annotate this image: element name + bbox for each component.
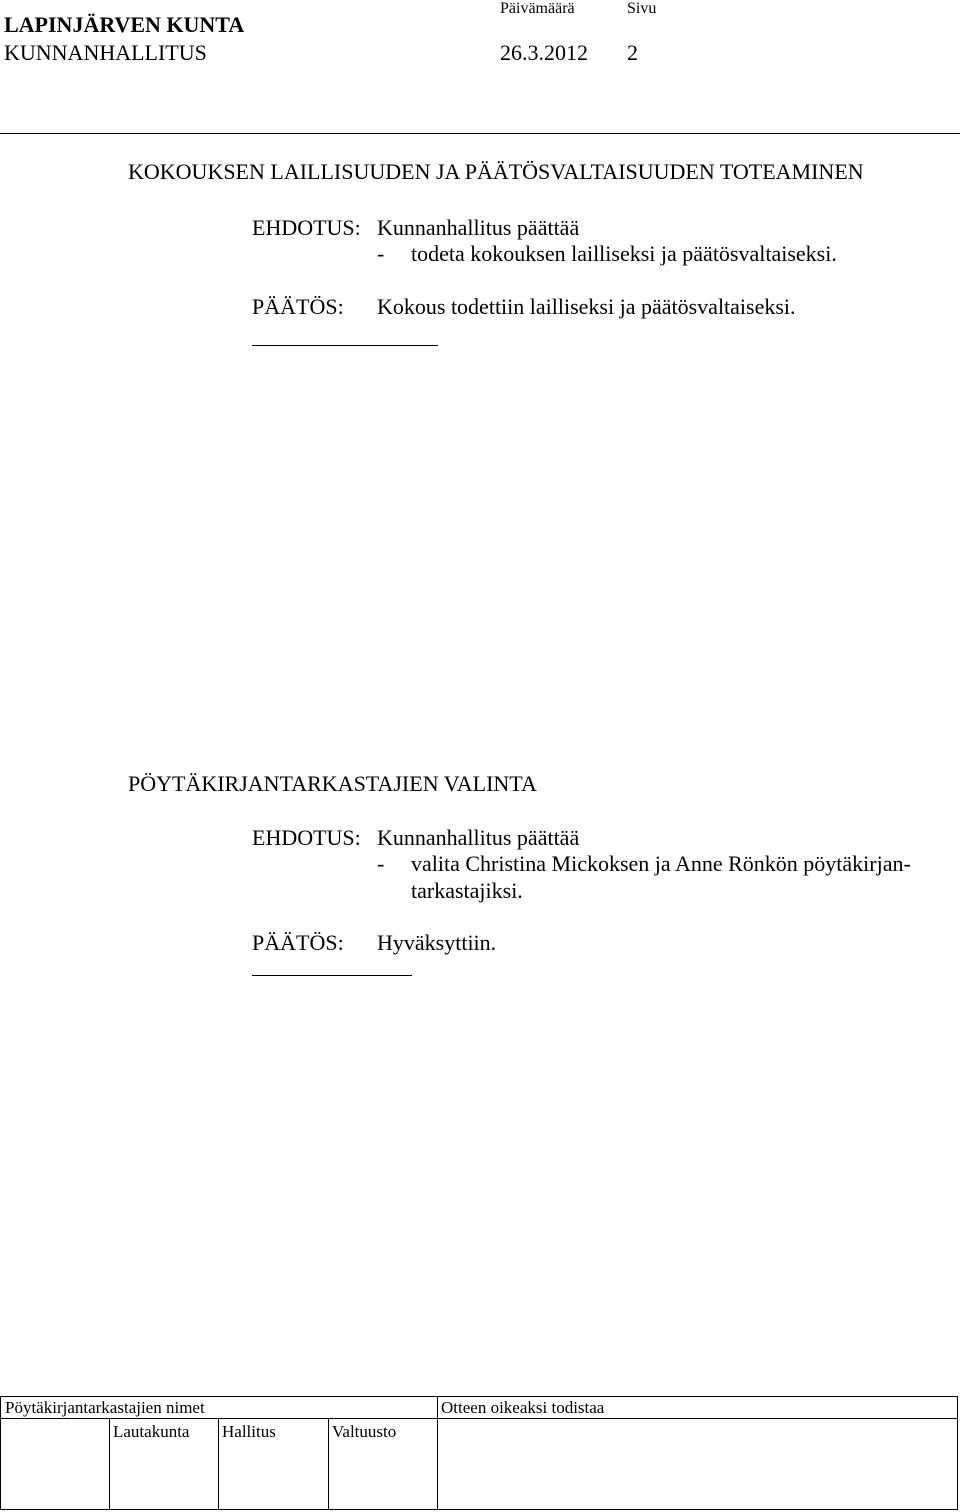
- proposal-item-line-1: valita Christina Mickoksen ja Anne Rönkön pöytäkirjan-: [411, 851, 911, 876]
- proposal-bullet: -: [377, 241, 385, 266]
- decision-text: Kokous todettiin lailliseksi ja päätösvaltaiseksi.: [377, 294, 796, 319]
- footer-col-divider: [109, 1418, 110, 1509]
- proposal-lead: Kunnanhallitus päättää: [377, 825, 580, 850]
- inspectors-names-label: Pöytäkirjantarkastajien nimet: [5, 1398, 205, 1417]
- proposal-bullet: -: [377, 851, 385, 876]
- section-title-inspectors: PÖYTÄKIRJANTARKASTAJIEN VALINTA: [128, 771, 537, 796]
- decision-label: PÄÄTÖS:: [252, 294, 344, 319]
- decision-label: PÄÄTÖS:: [252, 930, 344, 955]
- proposal-lead: Kunnanhallitus päättää: [377, 215, 580, 240]
- column-hallitus: Hallitus: [222, 1422, 276, 1441]
- column-lautakunta: Lautakunta: [113, 1422, 190, 1441]
- footer-col-divider: [437, 1397, 438, 1509]
- section-end-rule: [252, 345, 438, 346]
- footer-row-divider: [1, 1418, 957, 1419]
- header-rule: [0, 133, 960, 134]
- proposal-item: todeta kokouksen lailliseksi ja päätösvaltaiseksi.: [411, 241, 837, 266]
- proposal-label: EHDOTUS:: [252, 215, 361, 240]
- certify-label: Otteen oikeaksi todistaa: [441, 1398, 605, 1417]
- footer-col-divider: [218, 1418, 219, 1509]
- organization-name: LAPINJÄRVEN KUNTA: [4, 12, 245, 37]
- page-label: Sivu: [627, 0, 657, 17]
- column-valtuusto: Valtuusto: [332, 1422, 397, 1441]
- footer-signature-table: [0, 1396, 958, 1510]
- footer-col-divider: [328, 1418, 329, 1509]
- section-end-rule: [252, 975, 412, 976]
- organization-body: KUNNANHALLITUS: [4, 40, 207, 65]
- date-value: 26.3.2012: [500, 40, 588, 65]
- decision-text: Hyväksyttiin.: [377, 930, 497, 955]
- section-title-lawfulness: KOKOUKSEN LAILLISUUDEN JA PÄÄTÖSVALTAISUUDEN TOTEAMINEN: [128, 159, 864, 184]
- proposal-item-line-2: tarkastajiksi.: [411, 878, 523, 903]
- date-label: Päivämäärä: [500, 0, 575, 17]
- proposal-label: EHDOTUS:: [252, 825, 361, 850]
- page-number: 2: [627, 40, 638, 65]
